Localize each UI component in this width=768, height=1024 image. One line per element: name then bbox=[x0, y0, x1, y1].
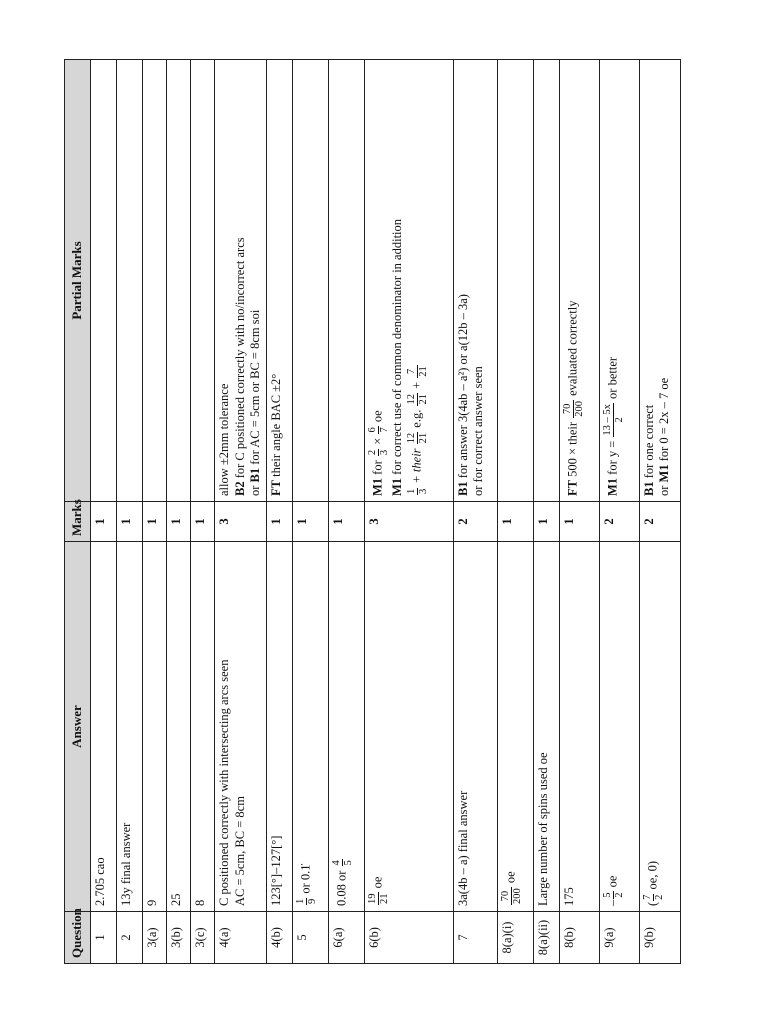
marks-cell: 2 bbox=[639, 502, 680, 542]
answer-text: – bbox=[605, 899, 620, 906]
marks-cell: 1 bbox=[91, 502, 117, 542]
answer-cell bbox=[639, 542, 680, 912]
partial-marks-cell: FT 500 × their 70 200 evaluated correctly bbox=[559, 60, 599, 502]
partial-line: M1 for 2 3 × 6 7 oe bbox=[367, 410, 391, 496]
rotated-table-wrapper bbox=[64, 60, 681, 964]
marks-cell: 1 bbox=[167, 502, 191, 542]
partial-marks-cell bbox=[365, 60, 453, 502]
answer-cell bbox=[497, 542, 533, 912]
mark-code: M1 bbox=[605, 477, 620, 496]
mark-scheme-table bbox=[64, 59, 681, 964]
marks-cell: 1 bbox=[533, 502, 559, 542]
partial-text: for AC = 5cm or BC = 8cm soi bbox=[248, 309, 263, 468]
partial-marks-cell bbox=[497, 60, 533, 502]
mark-code: B2 bbox=[232, 481, 247, 496]
question-number: 1 bbox=[91, 912, 117, 964]
mark-code: B1 bbox=[455, 481, 470, 496]
question-number: 4(b) bbox=[267, 912, 293, 964]
partial-text: or bbox=[248, 482, 263, 496]
question-number: 5 bbox=[293, 912, 329, 964]
answer-cell bbox=[329, 542, 365, 912]
question-number: 3(c) bbox=[191, 912, 215, 964]
marks-cell: 3 bbox=[215, 502, 267, 542]
answer-cell: 9 bbox=[143, 542, 167, 912]
partial-line bbox=[233, 65, 249, 496]
partial-text: their angle BAC ±2° bbox=[269, 373, 284, 481]
answer-cell: 8 bbox=[191, 542, 215, 912]
table-row bbox=[639, 60, 680, 964]
question-number: 9(a) bbox=[599, 912, 639, 964]
mark-code: FT bbox=[269, 480, 284, 496]
fraction: 70 200 bbox=[499, 888, 523, 904]
question-number: 8(a)(ii) bbox=[533, 912, 559, 964]
partial-marks-cell bbox=[191, 60, 215, 502]
mark-code: B1 bbox=[641, 481, 656, 496]
table-row bbox=[117, 60, 143, 964]
marks-cell: 2 bbox=[599, 502, 639, 542]
question-number: 3(b) bbox=[167, 912, 191, 964]
question-number: 7 bbox=[453, 912, 497, 964]
partial-marks-cell bbox=[117, 60, 143, 502]
answer-cell bbox=[365, 542, 453, 912]
table-row bbox=[559, 60, 599, 964]
answer-line: AC = 5cm, BC = 8cm bbox=[232, 796, 247, 906]
table-row bbox=[329, 60, 365, 964]
partial-marks-cell bbox=[267, 60, 293, 502]
marks-cell: 2 bbox=[453, 502, 497, 542]
table-row bbox=[453, 60, 497, 964]
marks-cell: 1 bbox=[267, 502, 293, 542]
partial-marks-cell bbox=[453, 60, 497, 502]
table-row bbox=[293, 60, 329, 964]
mark-code: FT bbox=[565, 480, 580, 496]
partial-marks-cell bbox=[91, 60, 117, 502]
table-row bbox=[267, 60, 293, 964]
table-row bbox=[143, 60, 167, 964]
partial-marks-cell bbox=[293, 60, 329, 502]
partial-marks-cell: M1 for y = 13 – 5x 2 or better bbox=[599, 60, 639, 502]
question-number: 4(a) bbox=[215, 912, 267, 964]
answer-text: oe bbox=[503, 871, 517, 887]
table-row bbox=[365, 60, 453, 964]
partial-marks-cell bbox=[533, 60, 559, 502]
partial-line: B1 for one correct bbox=[641, 404, 656, 496]
question-number: 8(a)(i) bbox=[497, 912, 533, 964]
marks-header: Marks bbox=[65, 502, 91, 542]
mark-code: M1 bbox=[370, 477, 385, 496]
table-row bbox=[599, 60, 639, 964]
fraction: 19 21 bbox=[367, 893, 391, 904]
partial-marks-cell bbox=[167, 60, 191, 502]
question-number: 8(b) bbox=[559, 912, 599, 964]
partial-line bbox=[248, 65, 264, 496]
marks-cell: 1 bbox=[293, 502, 329, 542]
answer-cell bbox=[215, 542, 267, 912]
partial-line: M1 for correct use of common denominator in addition bbox=[390, 218, 405, 496]
answer-cell: 123[°]–127[°] bbox=[267, 542, 293, 912]
answer-text: or 0.1̇ bbox=[298, 864, 313, 897]
answer-cell: 13y final answer bbox=[117, 542, 143, 912]
question-header: Question bbox=[65, 912, 91, 964]
mark-code: M1 bbox=[390, 477, 405, 496]
answer-cell bbox=[599, 542, 639, 912]
table-row bbox=[167, 60, 191, 964]
partial-line: or M1 for 0 = 2x – 7 oe bbox=[657, 377, 672, 496]
question-number: 3(a) bbox=[143, 912, 167, 964]
answer-line: C positioned correctly with intersecting arcs seen bbox=[217, 659, 232, 906]
partial-line: or for correct answer seen bbox=[471, 366, 486, 496]
question-number: 2 bbox=[117, 912, 143, 964]
partial-marks-cell bbox=[215, 60, 267, 502]
partial-text: for C positioned correctly with no/incorrect arcs bbox=[232, 237, 247, 482]
answer-cell bbox=[293, 542, 329, 912]
fraction: 1 9 bbox=[295, 898, 319, 904]
question-number: 6(a) bbox=[329, 912, 365, 964]
question-number: 6(b) bbox=[365, 912, 453, 964]
table-row bbox=[191, 60, 215, 964]
answer-text: oe, 0) bbox=[645, 860, 660, 893]
answer-text: oe bbox=[605, 875, 620, 891]
table-row bbox=[533, 60, 559, 964]
partial-marks-cell bbox=[639, 60, 680, 502]
answer-cell: Large number of spins used oe bbox=[533, 542, 559, 912]
fraction: 4 5 bbox=[331, 860, 355, 866]
answer-cell: 3a(4b – a) final answer bbox=[453, 542, 497, 912]
marks-cell: 1 bbox=[497, 502, 533, 542]
table-row bbox=[91, 60, 117, 964]
table-row bbox=[215, 60, 267, 964]
partial-line: B1 for answer 3(4ab – a²) or a(12b – 3a) bbox=[455, 294, 470, 496]
partial-line: 1 3 + their 12 21 e.g. 12 21 + 7 21 bbox=[406, 366, 430, 494]
answer-cell: 25 bbox=[167, 542, 191, 912]
partial-line: allow ±2mm tolerance bbox=[217, 383, 232, 496]
question-number: 9(b) bbox=[639, 912, 680, 964]
marks-cell: 1 bbox=[117, 502, 143, 542]
partial-marks-header: Partial Marks bbox=[65, 60, 91, 502]
marks-cell: 1 bbox=[559, 502, 599, 542]
marks-cell: 1 bbox=[143, 502, 167, 542]
answer-cell: 175 bbox=[559, 542, 599, 912]
partial-marks-cell bbox=[143, 60, 167, 502]
answer-text: 0.08 or bbox=[334, 867, 349, 906]
table-row bbox=[497, 60, 533, 964]
marks-cell: 1 bbox=[191, 502, 215, 542]
answer-text: ( bbox=[645, 901, 660, 906]
header-row bbox=[65, 60, 91, 964]
mark-code: B1 bbox=[248, 467, 263, 483]
fraction: 5 2 bbox=[601, 892, 625, 898]
answer-cell: 2.705 cao bbox=[91, 542, 117, 912]
fraction: 7 2 bbox=[641, 894, 665, 900]
marks-cell: 3 bbox=[365, 502, 453, 542]
answer-text: oe bbox=[370, 876, 385, 892]
partial-marks-cell bbox=[329, 60, 365, 502]
mark-code: M1 bbox=[657, 464, 672, 483]
answer-header: Answer bbox=[65, 542, 91, 912]
marks-cell: 1 bbox=[329, 502, 365, 542]
